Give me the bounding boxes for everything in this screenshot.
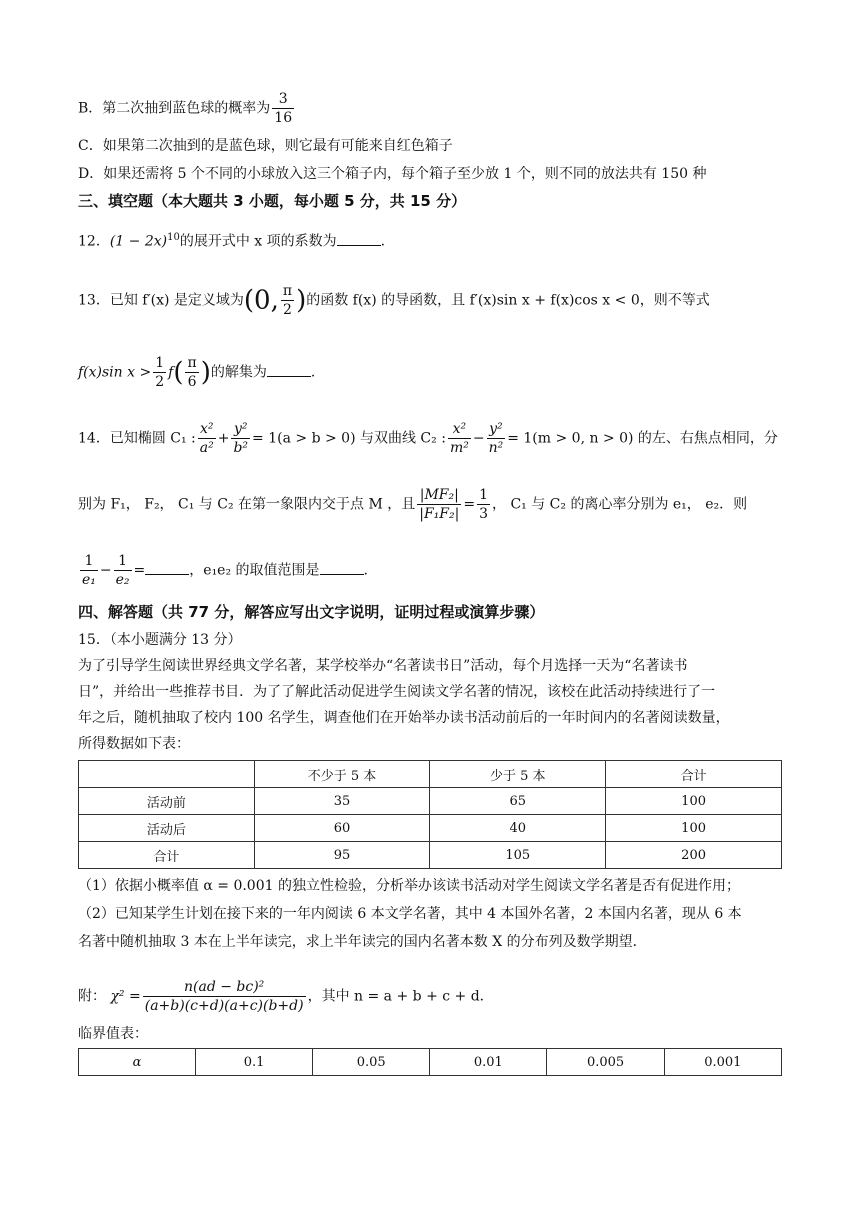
table-row <box>79 1049 782 1076</box>
table-cell: α <box>79 1049 196 1076</box>
table-cell: 100 <box>606 788 782 815</box>
question-13-line1: 13．已知 f′(x) 是定义域为(0, $\frac{\pi}{2}$ )的函数 f(x) 的导函数，且 f′(x)sin x + f(x)cos x < 0，则不等式 <box>78 283 710 318</box>
table-cell: 0.05 <box>313 1049 430 1076</box>
table-cell: 不少于 5 本 <box>254 761 430 788</box>
question-13-line2: f(x)sin x > $\frac{1}{2}$ f( $\frac{\pi}{6}$ )的解集为 . <box>78 355 316 390</box>
table-cell: 合计 <box>79 842 255 869</box>
q15-paragraph-3: 年之后，随机抽取了校内 100 名学生，调查他们在开始举办读书活动前后的一年时间内的名著阅读数量， <box>78 710 730 726</box>
fraction-3-16: $\frac{3}{16}$ <box>274 91 293 126</box>
table-cell: 95 <box>254 842 430 869</box>
q15-paragraph-1: 为了引导学生阅读世界经典文学名著，某学校举办“名著读书日”活动，每个月选择一天为“名著读书 <box>78 658 688 674</box>
section-3-heading: 三、填空题（本大题共 3 小题，每小题 5 分，共 15 分） <box>78 192 467 210</box>
q15-subquestion-1: （1）依据小概率值 α = 0.001 的独立性检验，分析举办该读书活动对学生阅读文学名著是否有促进作用； <box>78 878 740 894</box>
answer-blank-13[interactable] <box>267 362 311 377</box>
question-14-line3: $\frac{1}{\text{e₁}}$ − $\frac{1}{\text{e₂}}$ = ，e₁e₂ 的取值范围是 . <box>82 553 368 588</box>
table-cell: 60 <box>254 815 430 842</box>
table-cell: 40 <box>430 815 606 842</box>
table-cell: 100 <box>606 815 782 842</box>
table-cell: 105 <box>430 842 606 869</box>
table-cell: 少于 5 本 <box>430 761 606 788</box>
question-14-line2: 别为 F₁， F₂， C₁ 与 C₂ 在第一象限内交于点 M ，且 $\frac{\text{|MF₂|}}{\text{|F₁F₂|}}$ = $\frac{1}{3}$ ， C₁ 与 C₂ 的离心率分别为 e₁， e₂．则 <box>78 487 748 522</box>
q15-paragraph-4: 所得数据如下表： <box>78 736 190 752</box>
table-cell: 活动前 <box>79 788 255 815</box>
critical-values-label: 临界值表： <box>78 1026 148 1042</box>
question-15-heading: 15．（本小题满分 13 分） <box>78 632 242 648</box>
critical-values-table <box>78 1048 782 1076</box>
question-14-line1: 14．已知椭圆 C₁ : $\frac{\text{x²}}{\text{a²}}$ + $\frac{\text{y²}}{\text{b²}}$ = 1(a > b > 0) 与双曲线 C₂ : $\frac{\text{x²}}{\text{m²}}$ − $\frac{\text{y²}}{\text{n²}}$ = 1(m > 0, n > 0) 的左、右焦点相同，分 <box>78 421 778 456</box>
option-b-text: B．第二次抽到蓝色球的概率为 <box>78 100 271 117</box>
q15-subquestion-2b: 名著中随机抽取 3 本在上半年读完，求上半年读完的国内名著本数 X 的分布列及数学期望． <box>78 934 647 950</box>
table-cell: 200 <box>606 842 782 869</box>
table-row <box>79 842 782 869</box>
q15-paragraph-2: 日”，并给出一些推荐书目．为了了解此活动促进学生阅读文学名著的情况，该校在此活动持续进行了一 <box>78 684 716 700</box>
answer-blank-12[interactable] <box>337 231 381 246</box>
option-d: D．如果还需将 5 个不同的小球放入这三个箱子内，每个箱子至少放 1 个，则不同的放法共有 150 种 <box>78 166 707 182</box>
answer-blank-14a[interactable] <box>145 560 189 575</box>
table-header-row <box>79 761 782 788</box>
chi-square-formula: 附： χ² = $\frac{\text{n(ad − bc)²}}{(a+b)(c+d)(a+c)(b+d)}$ ，其中 n = a + b + c + d． <box>78 979 494 1014</box>
table-cell: 活动后 <box>79 815 255 842</box>
table-row <box>79 815 782 842</box>
section-4-heading: 四、解答题（共 77 分，解答应写出文字说明，证明过程或演算步骤） <box>78 603 545 621</box>
table-cell: 65 <box>430 788 606 815</box>
table-cell <box>79 761 255 788</box>
answer-blank-14b[interactable] <box>320 560 364 575</box>
table-cell: 0.1 <box>195 1049 312 1076</box>
table-cell: 0.01 <box>430 1049 547 1076</box>
survey-table <box>78 760 782 869</box>
table-cell: 合计 <box>606 761 782 788</box>
table-cell: 0.001 <box>664 1049 781 1076</box>
option-b <box>78 90 296 127</box>
table-cell: 35 <box>254 788 430 815</box>
table-cell: 0.005 <box>547 1049 664 1076</box>
table-row <box>79 788 782 815</box>
question-12: 12．$(1 - 2x)^{10}$的展开式中 x 项的系数为 . <box>78 232 386 250</box>
option-c: C．如果第二次抽到的是蓝色球，则它最有可能来自红色箱子 <box>78 138 453 154</box>
q15-subquestion-2a: （2）已知某学生计划在接下来的一年内阅读 6 本文学名著，其中 4 本国外名著，2 本国内名著，现从 6 本 <box>78 906 742 922</box>
